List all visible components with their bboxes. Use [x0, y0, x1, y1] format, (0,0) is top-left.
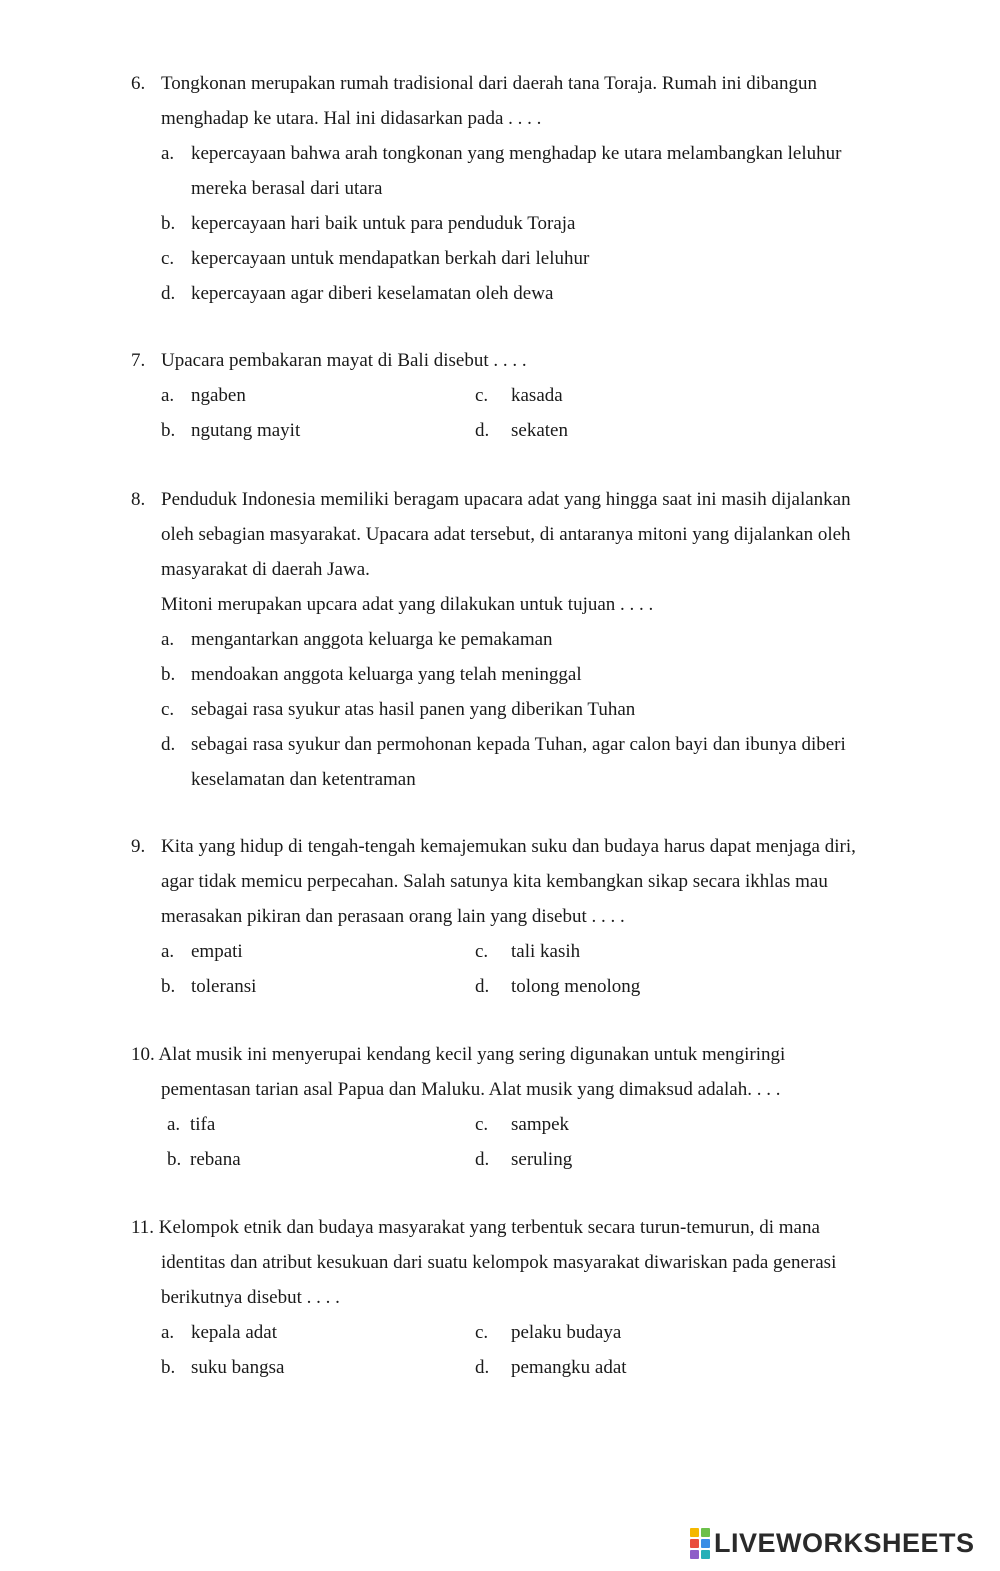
question-text: Alat musik ini menyerupai kendang kecil yang sering digunakan untuk mengiringi	[158, 1044, 786, 1065]
option-d[interactable]	[131, 276, 910, 311]
question-number: 10.	[131, 1044, 155, 1065]
question-number: 9.	[131, 836, 146, 857]
question-6	[131, 66, 910, 311]
question-text: menghadap ke utara. Hal ini didasarkan pada . . . .	[161, 108, 542, 129]
option-text: tali kasih	[511, 941, 581, 962]
option-text: pelaku budaya	[511, 1322, 622, 1343]
question-text: Tongkonan merupakan rumah tradisional dari daerah tana Toraja. Rumah ini dibangun	[161, 73, 817, 94]
option-letter: b.	[167, 1149, 182, 1170]
option-d-continued	[131, 762, 910, 797]
logo-tile	[690, 1528, 699, 1537]
question-9	[131, 829, 910, 1004]
option-text: kepercayaan untuk mendapatkan berkah dari leluhur	[191, 248, 590, 269]
logo-tile	[701, 1528, 710, 1537]
question-text: Upacara pembakaran mayat di Bali disebut . . . .	[161, 350, 527, 371]
option-letter: a.	[161, 385, 175, 406]
question-text: Kelompok etnik dan budaya masyarakat yang terbentuk secara turun-temurun, di mana	[154, 1217, 820, 1238]
logo-tile	[701, 1550, 710, 1559]
option-letter: c.	[475, 941, 489, 962]
option-letter: a.	[161, 1322, 175, 1343]
question-text: berikutnya disebut . . . .	[161, 1287, 340, 1308]
question-10	[131, 1037, 910, 1177]
option-letter: b.	[161, 420, 176, 441]
option-text: kepercayaan hari baik untuk para penduduk Toraja	[191, 213, 576, 234]
option-text: mendoakan anggota keluarga yang telah meninggal	[191, 664, 582, 685]
question-11	[131, 1210, 910, 1385]
option-letter: a.	[161, 941, 175, 962]
option-letter: d.	[475, 1149, 490, 1170]
logo-tile	[690, 1539, 699, 1548]
option-letter: b.	[161, 213, 176, 234]
option-text: keselamatan dan ketentraman	[191, 769, 416, 790]
question-number: 11.	[131, 1217, 155, 1238]
option-letter: b.	[161, 1357, 176, 1378]
logo-grid-icon	[690, 1528, 710, 1559]
option-text: toleransi	[191, 976, 257, 997]
option-text: tolong menolong	[511, 976, 641, 997]
question-number: 6.	[131, 73, 146, 94]
option-text: sebagai rasa syukur atas hasil panen yang diberikan Tuhan	[191, 699, 636, 720]
option-letter: c.	[475, 1322, 489, 1343]
option-letter: c.	[161, 248, 175, 269]
question-text: Kita yang hidup di tengah-tengah kemajemukan suku dan budaya harus dapat menjaga diri,	[161, 836, 856, 857]
option-letter: d.	[161, 734, 176, 755]
option-b[interactable]	[131, 657, 910, 692]
option-letter: a.	[161, 629, 175, 650]
question-number: 8.	[131, 489, 146, 510]
option-a-continued	[131, 171, 910, 206]
option-text: kepercayaan bahwa arah tongkonan yang menghadap ke utara melambangkan leluhur	[191, 143, 842, 164]
option-b[interactable]	[131, 206, 910, 241]
option-letter: c.	[161, 699, 175, 720]
option-text: mengantarkan anggota keluarga ke pemakaman	[191, 629, 553, 650]
option-text: ngutang mayit	[191, 420, 301, 441]
question-text: merasakan pikiran dan perasaan orang lain yang disebut . . . .	[161, 906, 625, 927]
option-letter: c.	[475, 1114, 489, 1135]
option-letter: d.	[161, 283, 176, 304]
option-d[interactable]	[131, 727, 910, 762]
option-text: sekaten	[511, 420, 568, 441]
option-letter: c.	[475, 385, 489, 406]
option-text: tifa	[190, 1114, 216, 1135]
question-8	[131, 482, 910, 797]
option-letter: d.	[475, 1357, 490, 1378]
option-text: rebana	[190, 1149, 241, 1170]
option-text: sebagai rasa syukur dan permohonan kepada Tuhan, agar calon bayi dan ibunya diberi	[191, 734, 846, 755]
option-text: empati	[191, 941, 243, 962]
option-c[interactable]	[131, 241, 910, 276]
option-letter: a.	[167, 1114, 181, 1135]
option-text: seruling	[511, 1149, 573, 1170]
option-text: kepala adat	[191, 1322, 277, 1343]
option-text: kasada	[511, 385, 563, 406]
question-text: oleh sebagian masyarakat. Upacara adat tersebut, di antaranya mitoni yang dijalankan oleh	[161, 524, 851, 545]
option-letter: d.	[475, 976, 490, 997]
option-letter: a.	[161, 143, 175, 164]
option-text: suku bangsa	[191, 1357, 285, 1378]
question-text: Penduduk Indonesia memiliki beragam upacara adat yang hingga saat ini masih dijalankan	[161, 489, 851, 510]
option-c[interactable]	[131, 692, 910, 727]
option-letter: b.	[161, 976, 176, 997]
option-text: ngaben	[191, 385, 246, 406]
option-letter: d.	[475, 420, 490, 441]
option-a[interactable]	[131, 136, 910, 171]
logo-tile	[701, 1539, 710, 1548]
option-a[interactable]	[131, 622, 910, 657]
question-text: Mitoni merupakan upcara adat yang dilakukan untuk tujuan . . . .	[161, 594, 654, 615]
question-text: agar tidak memicu perpecahan. Salah satunya kita kembangkan sikap secara ikhlas mau	[161, 871, 828, 892]
question-number: 7.	[131, 350, 146, 371]
option-text: mereka berasal dari utara	[191, 178, 383, 199]
question-text: masyarakat di daerah Jawa.	[161, 559, 370, 580]
option-text: pemangku adat	[511, 1357, 627, 1378]
option-text: kepercayaan agar diberi keselamatan oleh dewa	[191, 283, 554, 304]
question-text: identitas dan atribut kesukuan dari suatu kelompok masyarakat diwariskan pada generasi	[161, 1252, 837, 1273]
option-text: sampek	[511, 1114, 570, 1135]
question-7	[131, 343, 910, 448]
option-letter: b.	[161, 664, 176, 685]
question-text: pementasan tarian asal Papua dan Maluku. Alat musik yang dimaksud adalah. . . .	[161, 1079, 781, 1100]
liveworksheets-logo[interactable]	[690, 1527, 975, 1559]
logo-tile	[690, 1550, 699, 1559]
brand-name: LIVEWORKSHEETS	[714, 1527, 975, 1558]
